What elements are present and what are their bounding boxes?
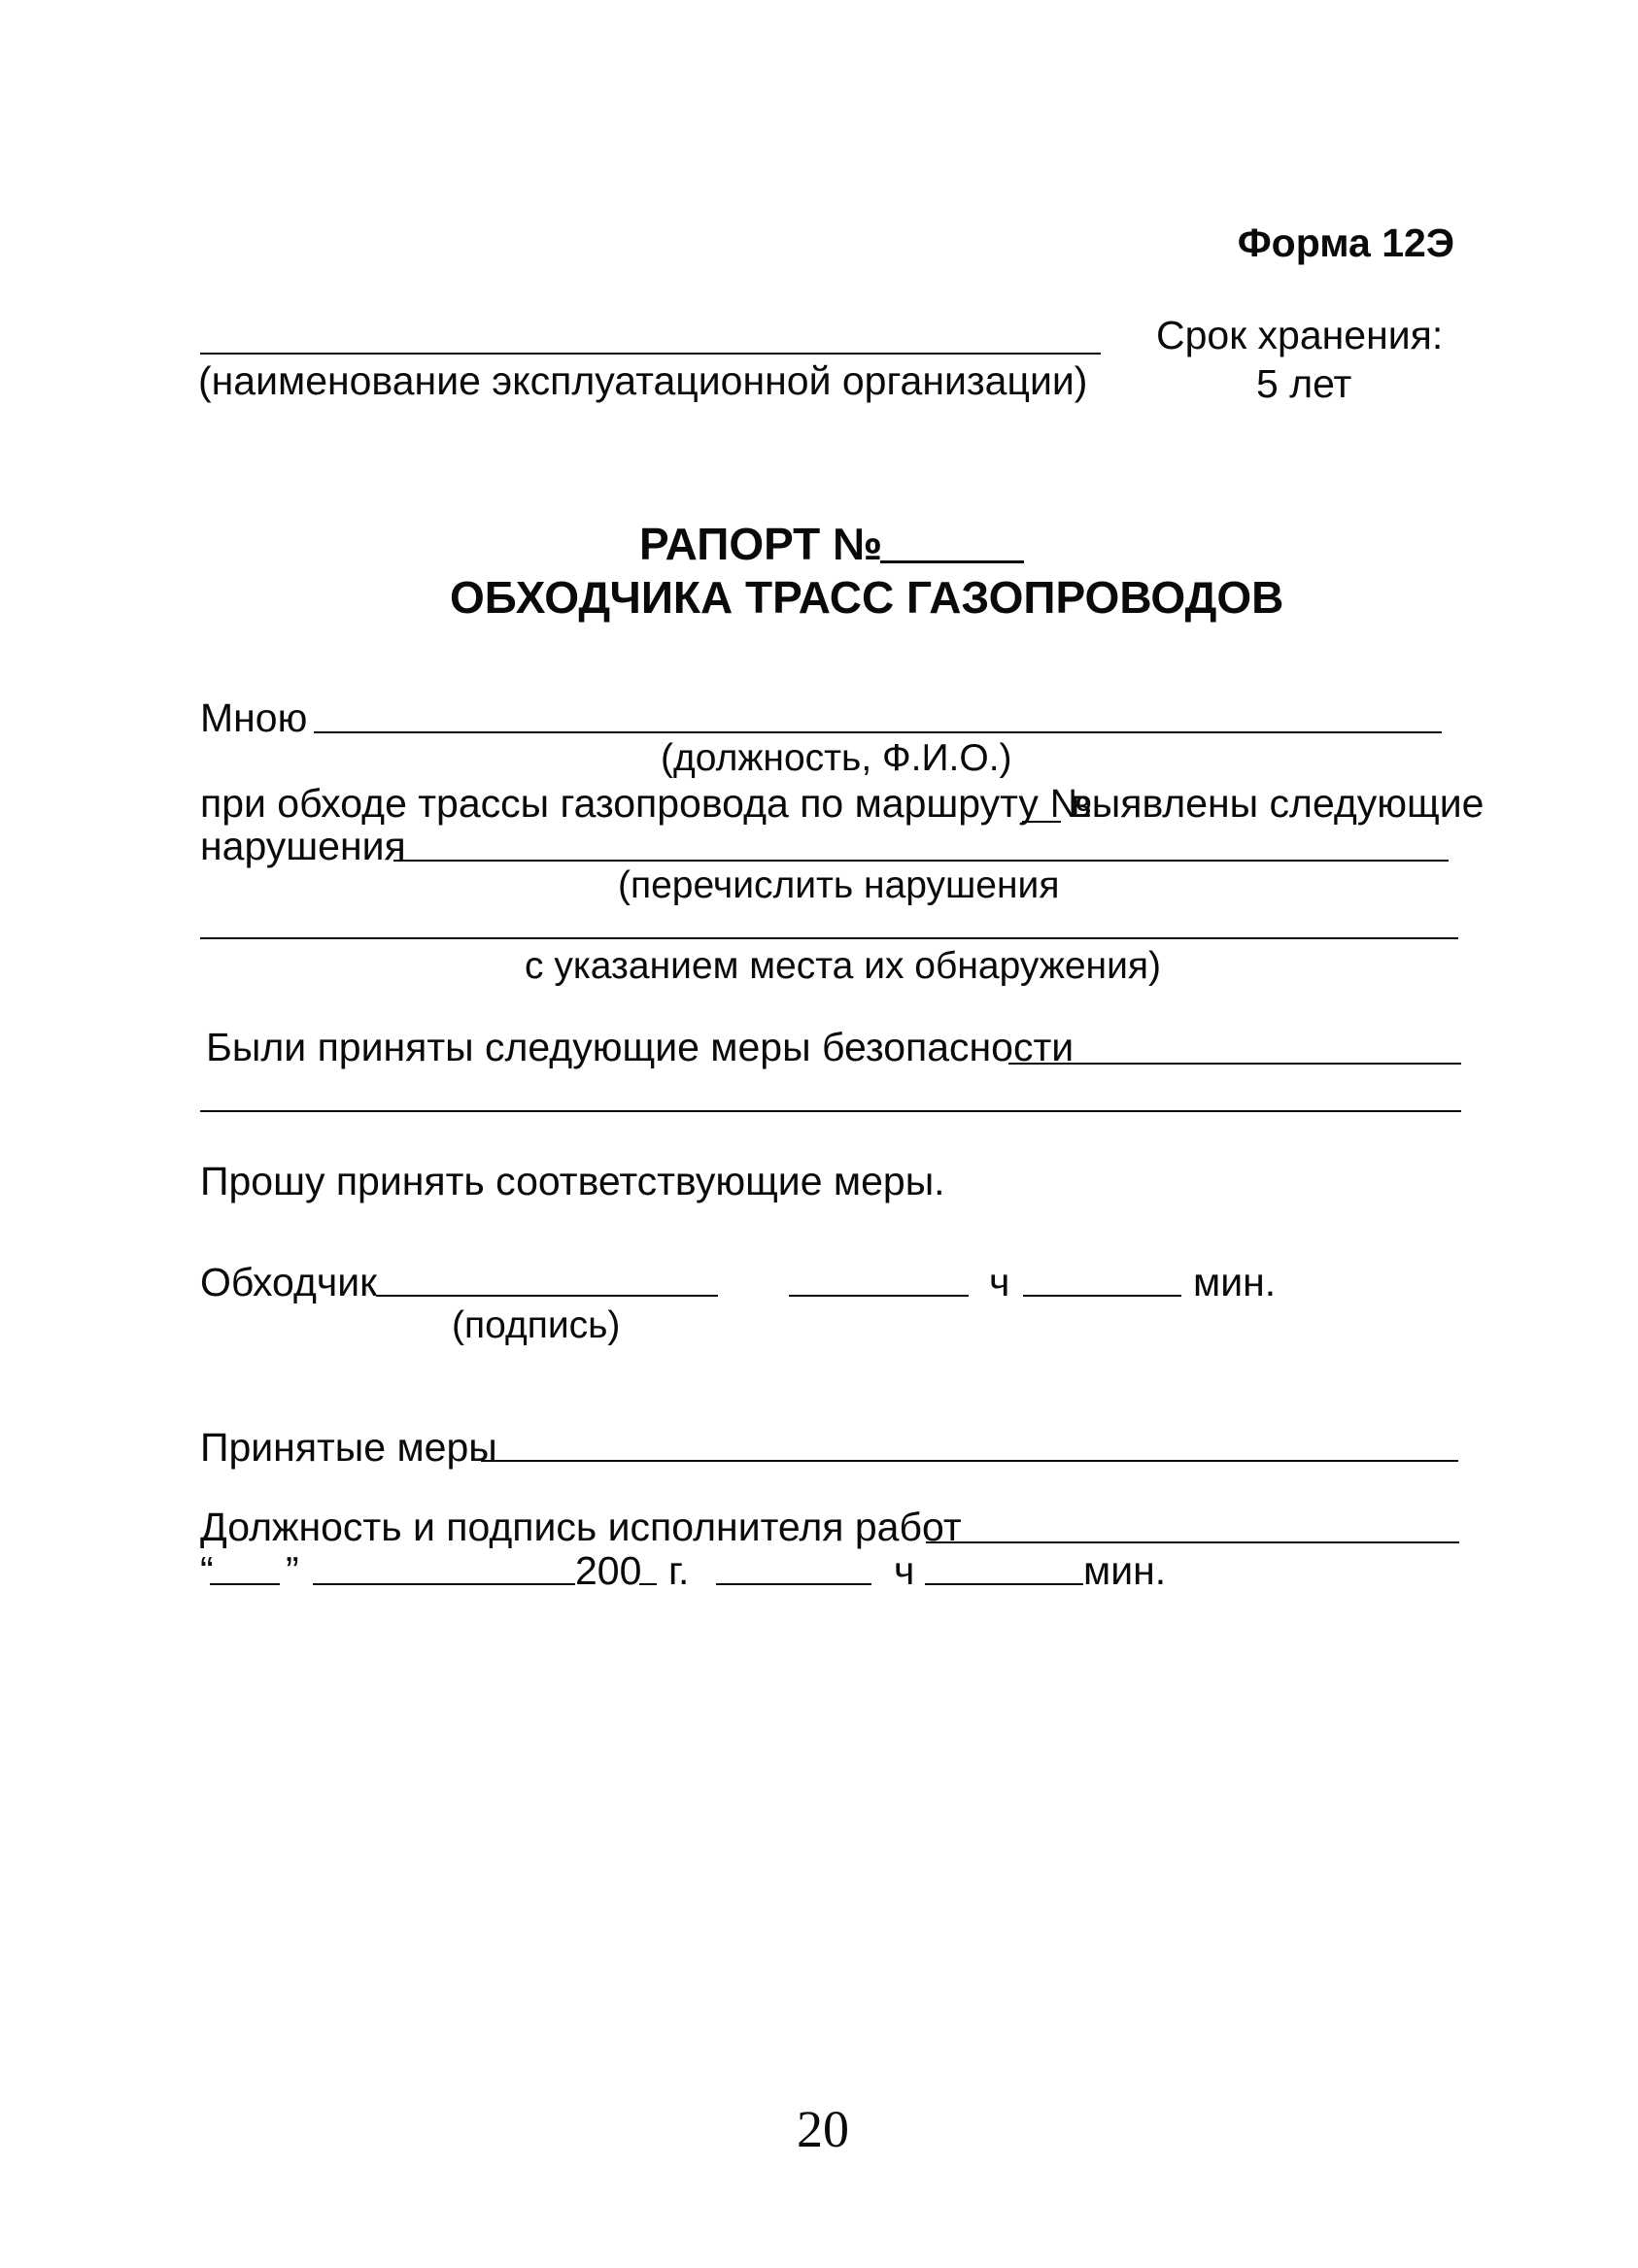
walker-minute-field[interactable]: [1023, 1295, 1181, 1297]
request-text: Прошу принять соответствующие меры.: [200, 1159, 945, 1203]
walker-label: Обходчик: [200, 1260, 378, 1304]
organization-caption: (наименование эксплуатационной организации): [198, 358, 1088, 403]
walker-signature-field[interactable]: [376, 1295, 718, 1297]
month-field[interactable]: [313, 1583, 575, 1585]
violations-caption-2: с указанием места их обнаружения): [525, 945, 1161, 987]
violations-field[interactable]: [393, 860, 1449, 862]
report-title: РАПОРТ №: [639, 519, 883, 569]
violations-field-2[interactable]: [200, 937, 1458, 939]
report-number-field[interactable]: [880, 560, 1024, 563]
position-name-field[interactable]: [314, 731, 1442, 733]
route-text-continued: выявлены следующие: [1071, 781, 1484, 826]
by-me-label: Мною: [200, 695, 308, 740]
walker-hour-field[interactable]: [789, 1295, 969, 1297]
day-field[interactable]: [210, 1583, 280, 1585]
accepted-measures-field[interactable]: [481, 1460, 1458, 1462]
quote-open: “: [200, 1548, 214, 1593]
executor-signature-field[interactable]: [926, 1541, 1459, 1543]
organization-name-field[interactable]: [200, 353, 1101, 355]
quote-close: ”: [286, 1548, 299, 1593]
route-text: при обходе трассы газопровода по маршруту №: [200, 781, 1093, 826]
executor-label: Должность и подпись исполнителя работ: [200, 1505, 962, 1549]
form-label: Форма 12Э: [1237, 220, 1454, 265]
storage-period-label: Срок хранения:: [1156, 313, 1444, 357]
position-caption: (должность, Ф.И.О.): [661, 737, 1012, 779]
minute-label: мин.: [1193, 1260, 1277, 1304]
date-hour-field[interactable]: [716, 1583, 871, 1585]
report-subtitle: ОБХОДЧИКА ТРАСС ГАЗОПРОВОДОВ: [450, 572, 1284, 623]
violations-caption-1: (перечислить нарушения: [618, 864, 1060, 906]
accepted-measures-label: Принятые меры: [200, 1425, 497, 1470]
violations-label: нарушения: [200, 824, 406, 868]
measures-taken-label: Были приняты следующие меры безопасности: [206, 1025, 1075, 1069]
hour-label: ч: [989, 1260, 1010, 1304]
date-minute-field[interactable]: [925, 1583, 1083, 1585]
hour-label-2: ч: [894, 1548, 915, 1593]
year-suffix: г.: [668, 1548, 690, 1593]
route-number-field[interactable]: [1022, 821, 1061, 823]
storage-period-value: 5 лет: [1256, 361, 1352, 406]
page-number: 20: [797, 2100, 849, 2158]
signature-caption: (подпись): [452, 1304, 621, 1346]
minute-label-2: мин.: [1083, 1548, 1167, 1593]
year-digit-field[interactable]: [639, 1583, 657, 1585]
measures-taken-field-2[interactable]: [200, 1110, 1461, 1112]
year-prefix: 200: [575, 1548, 642, 1593]
measures-taken-field[interactable]: [1008, 1063, 1461, 1065]
